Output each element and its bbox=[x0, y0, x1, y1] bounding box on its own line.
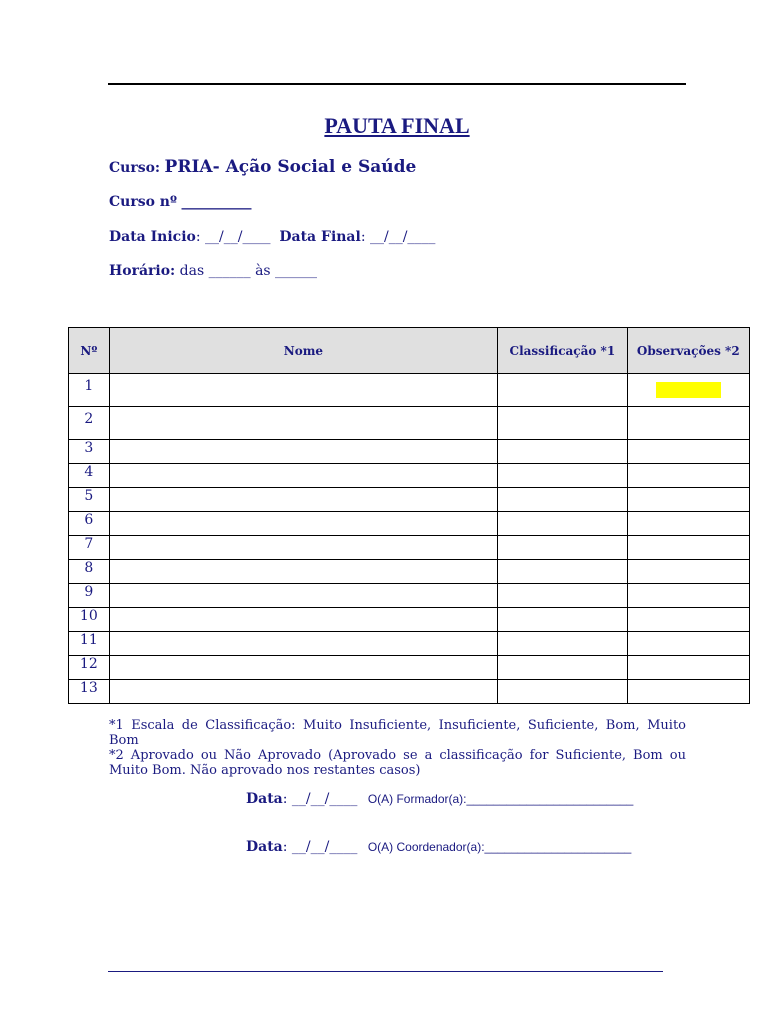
grades-table bbox=[68, 327, 750, 704]
row-number: 12 bbox=[79, 656, 98, 672]
name-cell[interactable] bbox=[109, 656, 498, 680]
coordinator-date-label: Data bbox=[246, 839, 283, 855]
classification-cell[interactable] bbox=[498, 488, 627, 512]
classification-cell[interactable] bbox=[498, 560, 627, 584]
name-cell[interactable] bbox=[109, 488, 498, 512]
trainer-date-field[interactable]: : __/__/____ bbox=[282, 791, 358, 807]
classification-cell[interactable] bbox=[498, 584, 627, 608]
bottom-rule bbox=[108, 971, 663, 972]
row-number-cell bbox=[69, 608, 110, 632]
schedule-line bbox=[109, 263, 317, 279]
name-cell[interactable] bbox=[109, 536, 498, 560]
classification-cell[interactable] bbox=[498, 608, 627, 632]
observations-cell[interactable] bbox=[627, 464, 749, 488]
row-number: 11 bbox=[79, 632, 98, 648]
end-date-field[interactable]: : __/__/____ bbox=[360, 229, 436, 245]
classification-cell[interactable] bbox=[498, 680, 627, 704]
top-rule bbox=[108, 83, 686, 85]
observations-cell[interactable] bbox=[627, 560, 749, 584]
page-title: PAUTA FINAL bbox=[324, 113, 470, 138]
observations-cell[interactable] bbox=[627, 680, 749, 704]
start-date-field[interactable]: : __/__/____ bbox=[195, 229, 271, 245]
observations-cell[interactable] bbox=[627, 512, 749, 536]
row-number: 13 bbox=[79, 680, 98, 696]
classification-cell[interactable] bbox=[498, 440, 627, 464]
classification-cell[interactable] bbox=[498, 512, 627, 536]
observations-cell[interactable] bbox=[627, 632, 749, 656]
name-cell[interactable] bbox=[109, 584, 498, 608]
row-number-cell bbox=[69, 512, 110, 536]
name-cell[interactable] bbox=[109, 632, 498, 656]
course-number-field[interactable]: __________ bbox=[181, 194, 252, 210]
coordinator-signature-field[interactable]: O(A) Coordenador(a):______________________ bbox=[367, 840, 632, 854]
table-row bbox=[69, 584, 750, 608]
coordinator-date-field[interactable]: : __/__/____ bbox=[282, 839, 358, 855]
row-number: 6 bbox=[84, 512, 94, 528]
observations-cell[interactable] bbox=[627, 440, 749, 464]
dates-line bbox=[109, 229, 435, 245]
observations-cell[interactable] bbox=[627, 608, 749, 632]
table-row bbox=[69, 632, 750, 656]
coordinator-signature-line bbox=[246, 839, 631, 855]
course-number-line bbox=[109, 194, 251, 210]
row-number-cell bbox=[69, 584, 110, 608]
header-observations: Observações *2 bbox=[627, 328, 749, 374]
classification-cell[interactable] bbox=[498, 656, 627, 680]
row-number: 10 bbox=[79, 608, 98, 624]
row-number: 5 bbox=[84, 488, 94, 504]
row-number: 3 bbox=[84, 440, 94, 456]
course-line bbox=[109, 157, 416, 177]
name-cell[interactable] bbox=[109, 407, 498, 440]
header-name: Nome bbox=[109, 328, 498, 374]
course-label: Curso: bbox=[109, 160, 161, 176]
row-number-cell bbox=[69, 440, 110, 464]
classification-cell[interactable] bbox=[498, 632, 627, 656]
start-date-label: Data Inicio bbox=[109, 229, 196, 245]
row-number: 9 bbox=[84, 584, 94, 600]
footnote-classification-scale: *1 Escala de Classificação: Muito Insuficiente, Insuficiente, Suficiente, Bom, Muito Bom bbox=[109, 718, 686, 748]
end-date-label: Data Final bbox=[279, 229, 361, 245]
schedule-label: Horário: bbox=[109, 263, 176, 279]
observations-cell[interactable] bbox=[627, 656, 749, 680]
header-classification: Classificação *1 bbox=[498, 328, 627, 374]
observations-cell[interactable] bbox=[627, 407, 749, 440]
table-row bbox=[69, 464, 750, 488]
row-number-cell bbox=[69, 632, 110, 656]
table-row bbox=[69, 536, 750, 560]
classification-cell[interactable] bbox=[498, 464, 627, 488]
row-number: 8 bbox=[84, 560, 94, 576]
table-row bbox=[69, 440, 750, 464]
footnotes bbox=[109, 718, 686, 778]
observations-cell[interactable] bbox=[627, 488, 749, 512]
row-number-cell bbox=[69, 374, 110, 407]
header-number: Nº bbox=[69, 328, 110, 374]
table-row bbox=[69, 560, 750, 584]
table-row bbox=[69, 656, 750, 680]
table-row bbox=[69, 680, 750, 704]
observations-cell[interactable] bbox=[627, 374, 749, 407]
observations-cell[interactable] bbox=[627, 584, 749, 608]
row-number-cell bbox=[69, 407, 110, 440]
footnote-approval: *2 Aprovado ou Não Aprovado (Aprovado se a classificação for Suficiente, Bom ou Muito Bom. Não aprovado nos restantes casos) bbox=[109, 748, 686, 778]
name-cell[interactable] bbox=[109, 440, 498, 464]
row-number: 7 bbox=[84, 536, 94, 552]
table-row bbox=[69, 512, 750, 536]
observations-cell[interactable] bbox=[627, 536, 749, 560]
row-number-cell bbox=[69, 656, 110, 680]
table-row bbox=[69, 374, 750, 407]
row-number-cell bbox=[69, 488, 110, 512]
table-row bbox=[69, 488, 750, 512]
table-row bbox=[69, 608, 750, 632]
row-number: 2 bbox=[84, 411, 94, 427]
course-number-label: Curso nº bbox=[109, 194, 177, 210]
name-cell[interactable] bbox=[109, 608, 498, 632]
row-number-cell bbox=[69, 680, 110, 704]
row-number-cell bbox=[69, 536, 110, 560]
name-cell[interactable] bbox=[109, 512, 498, 536]
trainer-signature-field[interactable]: O(A) Formador(a):_________________________ bbox=[367, 792, 634, 806]
row-number-cell bbox=[69, 464, 110, 488]
trainer-signature-line bbox=[246, 791, 633, 807]
classification-cell[interactable] bbox=[498, 374, 627, 407]
schedule-field[interactable]: das ______ às ______ bbox=[179, 263, 318, 279]
highlight-mark bbox=[656, 382, 721, 398]
row-number-cell bbox=[69, 560, 110, 584]
row-number: 4 bbox=[84, 464, 94, 480]
name-cell[interactable] bbox=[109, 464, 498, 488]
row-number: 1 bbox=[84, 378, 94, 394]
classification-cell[interactable] bbox=[498, 407, 627, 440]
name-cell[interactable] bbox=[109, 560, 498, 584]
table-header-row bbox=[69, 328, 750, 374]
course-name: PRIA- Ação Social e Saúde bbox=[164, 157, 417, 177]
trainer-date-label: Data bbox=[246, 791, 283, 807]
name-cell[interactable] bbox=[109, 374, 498, 407]
classification-cell[interactable] bbox=[498, 536, 627, 560]
name-cell[interactable] bbox=[109, 680, 498, 704]
table-row bbox=[69, 407, 750, 440]
